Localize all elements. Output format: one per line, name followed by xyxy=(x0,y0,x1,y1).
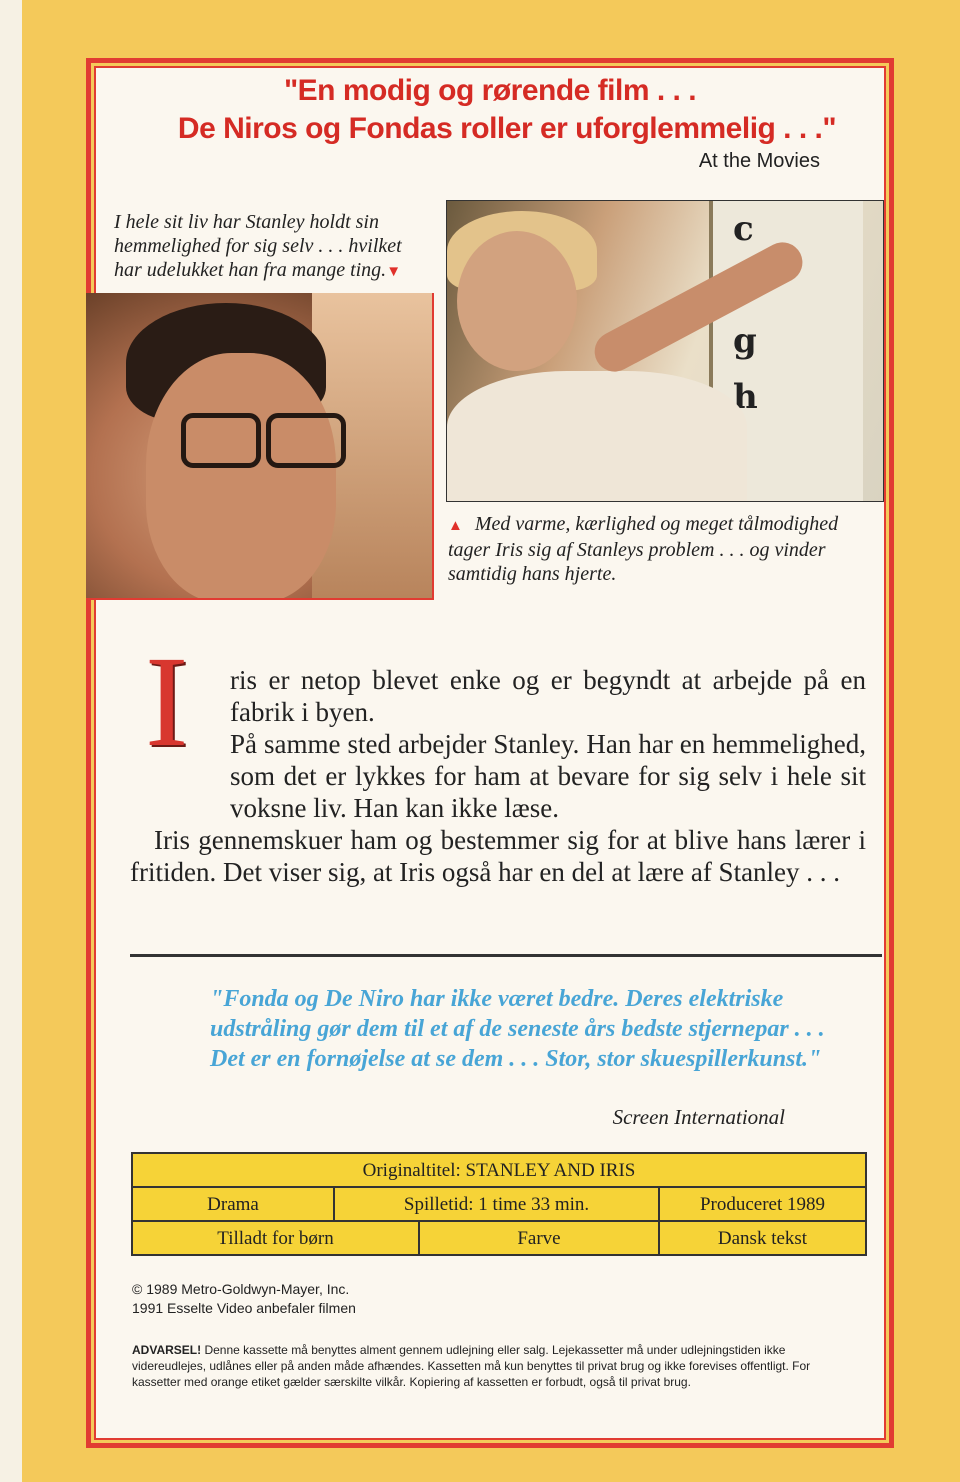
photo-iris-blouse xyxy=(447,371,747,502)
review-quote-source: Screen International xyxy=(612,1105,785,1129)
caption-right-text: Med varme, kærlighed og meget tålmodighed tager Iris sig af Stanleys problem . . . og vinder samtidig hans hjerte. xyxy=(448,513,839,585)
warning-text: Denne kassette må benyttes alment gennem udlejning eller salg. Lejekassetter må under udlejningstiden ikke videreudlejes, udlånes eller på anden måde afhændes. Kassetten må kun benyttes til privat brug og ikke forevises offentligt. For kassetter med orange etiket gælder særskilte vilkår. Kopiering af kassetten er forbudt, også til privat brug. xyxy=(132,1343,811,1389)
original-title: Originaltitel: STANLEY AND IRIS xyxy=(362,1160,636,1181)
cover-edge xyxy=(0,0,22,1482)
synopsis-paragraph-3: Iris gennemskuer ham og bestemmer sig for at blive hans lærer i fritiden. Det viser sig, at Iris også har en del at lære af Stanley . . . xyxy=(130,825,866,887)
photo-stanley xyxy=(86,293,434,600)
top-quote-source: At the Movies xyxy=(698,150,820,172)
chart-letter: g xyxy=(733,321,757,361)
photo-stanley-face xyxy=(146,353,336,600)
review-quote: "Fonda og De Niro har ikke været bedre. Deres elektriske udstråling gør dem til et af de seneste års bedste stjernepar . . . Det er en fornøjelse at se dem . . . Stor, stor skuespillerkunst." xyxy=(210,986,825,1072)
triangle-down-icon: ▼ xyxy=(386,264,402,280)
top-quote-line1: "En modig og rørende film . . . xyxy=(283,74,697,107)
copyright-line1: © 1989 Metro-Goldwyn-Mayer, Inc. xyxy=(132,1281,350,1297)
top-quote xyxy=(94,72,886,148)
synopsis xyxy=(130,664,866,888)
caption-left xyxy=(114,210,432,284)
produced: Produceret 1989 xyxy=(658,1188,865,1222)
triangle-up-icon: ▲ xyxy=(448,518,463,534)
runtime: Spilletid: 1 time 33 min. xyxy=(333,1188,658,1222)
genre: Drama xyxy=(207,1194,259,1215)
subtitles: Dansk tekst xyxy=(658,1222,865,1256)
warning-label: ADVARSEL! xyxy=(132,1343,202,1357)
drop-cap: I xyxy=(145,630,189,774)
chart-letter: h xyxy=(733,377,758,417)
caption-left-text: I hele sit liv har Stanley holdt sin hemmelighed for sig selv . . . hvilket har udelukket han fra mange ting. xyxy=(114,211,402,281)
caption-right xyxy=(448,512,868,586)
photo-iris xyxy=(446,200,884,502)
copyright-line2: 1991 Esselte Video anbefaler filmen xyxy=(132,1300,356,1316)
synopsis-paragraph-1: ris er netop blevet enke og er begyndt at arbejde på en fabrik i byen. xyxy=(230,665,866,727)
color-format: Farve xyxy=(418,1222,658,1256)
info-row-flags xyxy=(133,1222,865,1256)
top-quote-line2: De Niros og Fondas roller er uforglemmelig . . ." xyxy=(177,112,837,145)
warning xyxy=(132,1342,820,1390)
info-table xyxy=(131,1152,867,1256)
rating: Tilladt for børn xyxy=(217,1228,334,1249)
copyright xyxy=(132,1280,872,1318)
synopsis-paragraph-2: På samme sted arbejder Stanley. Han har en hemmelighed, som det er lykkes for ham at bevare for sig selv i hele sit voksne liv. Han kan ikke læse. xyxy=(230,729,866,823)
divider xyxy=(130,954,882,957)
photo-iris-face xyxy=(457,231,577,371)
chart-letter: c xyxy=(733,209,754,249)
glasses-left-lens xyxy=(181,413,261,468)
info-row-details xyxy=(133,1188,865,1222)
glasses-right-lens xyxy=(266,413,346,468)
info-row-title xyxy=(133,1154,865,1188)
